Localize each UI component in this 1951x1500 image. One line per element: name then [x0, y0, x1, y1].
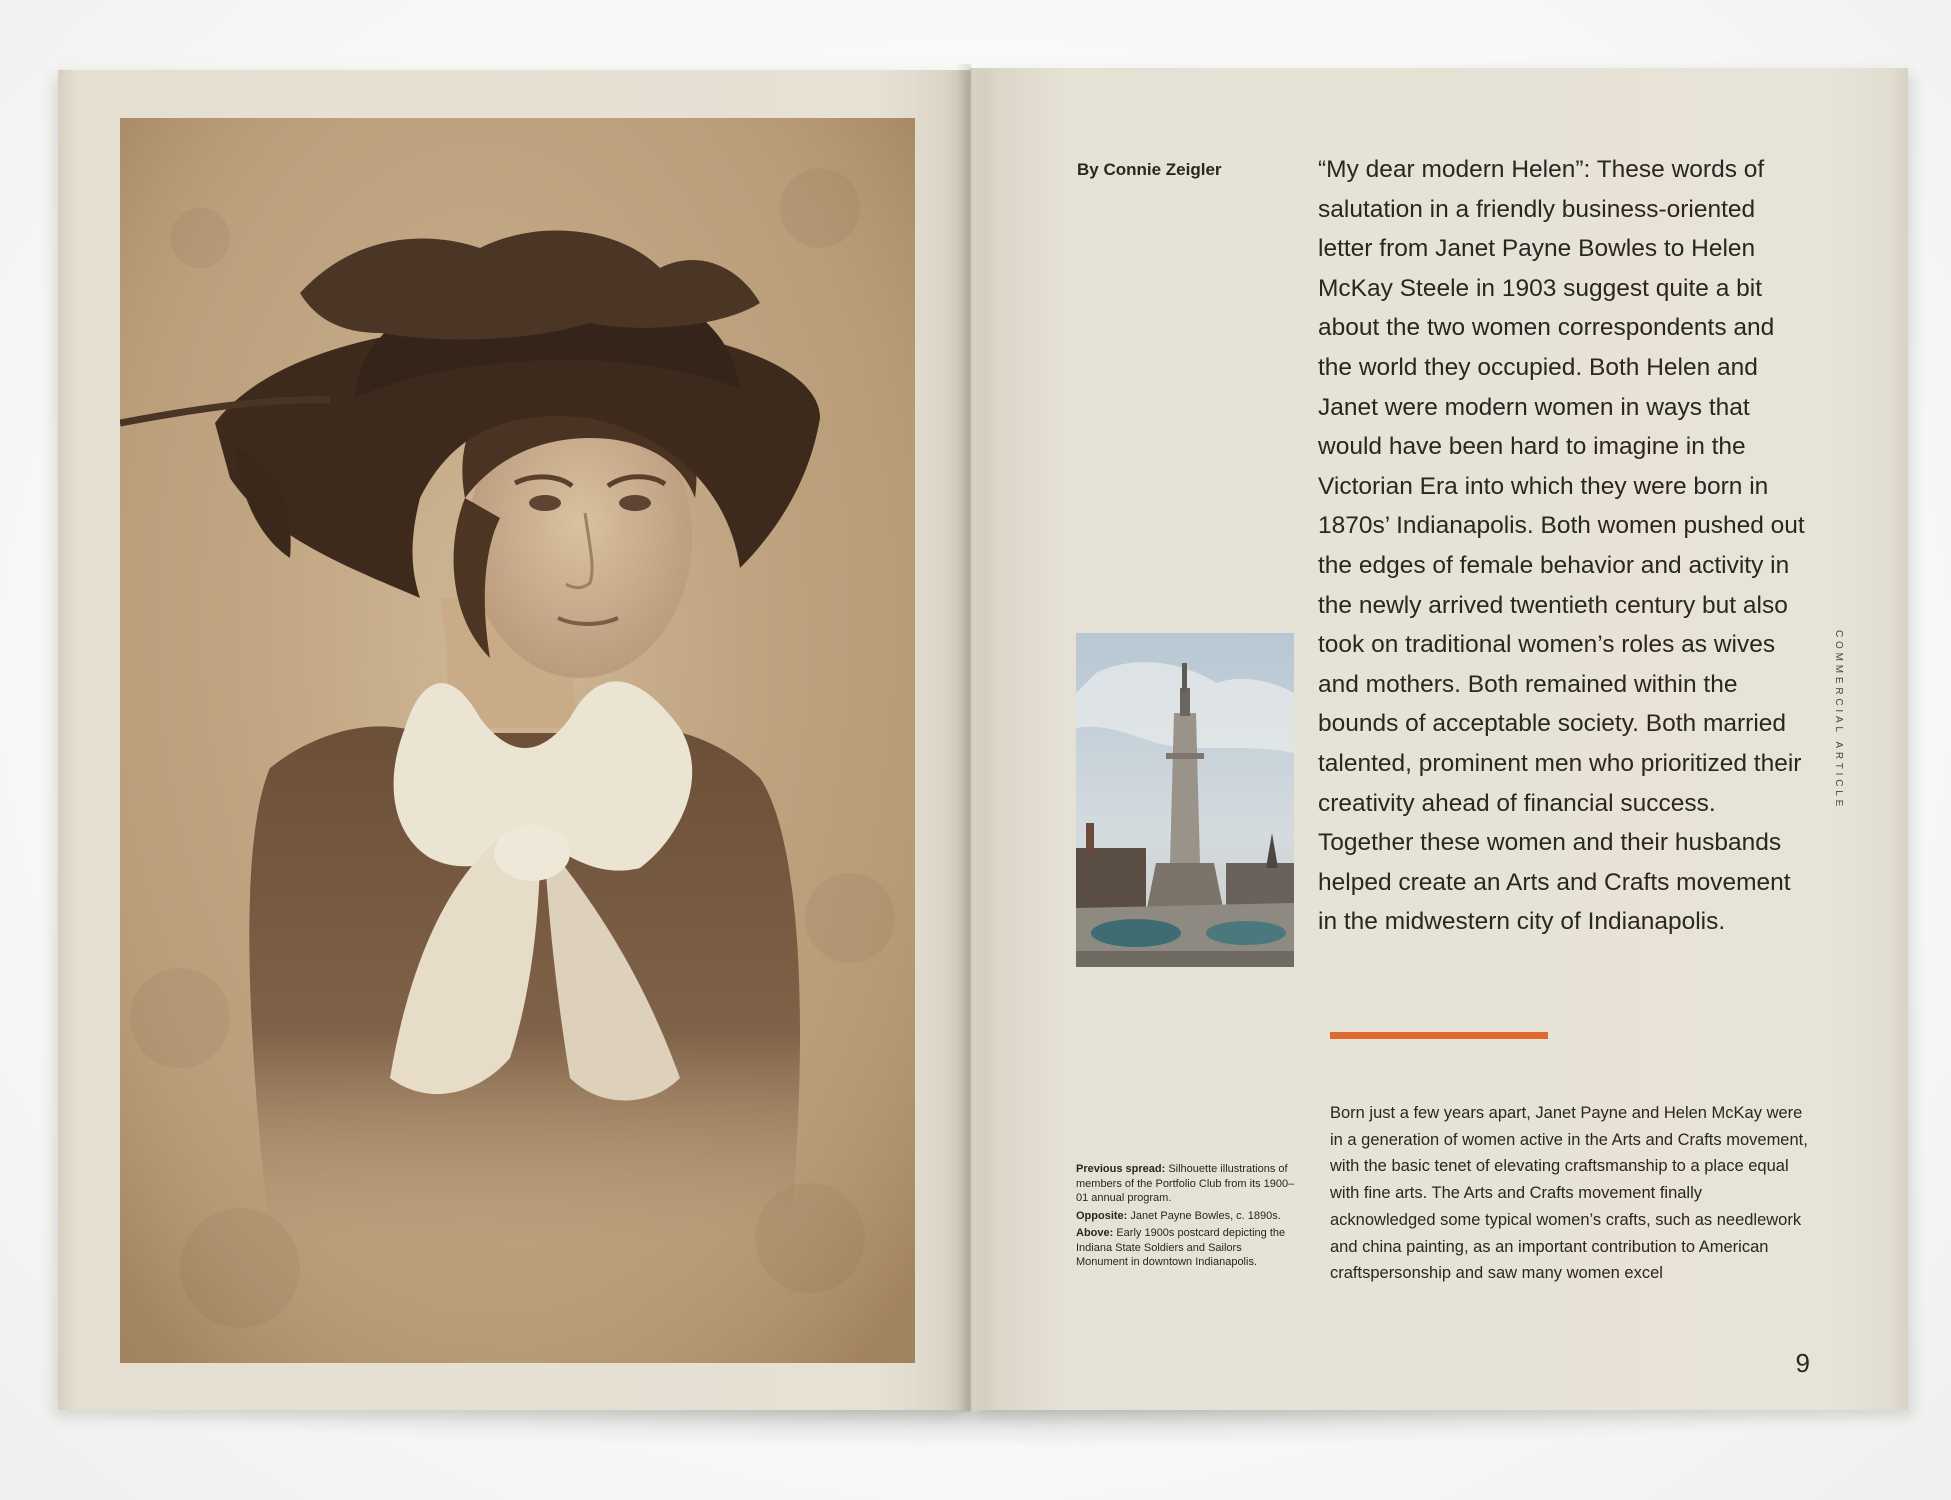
spread-shadow	[70, 1405, 1910, 1445]
body-paragraph	[1330, 1100, 1808, 1287]
caption-previous-spread	[1076, 1162, 1296, 1206]
caption-text: Silhouette illustrations of members of the Portfolio Club from its 1900–01 annual program.	[1076, 1163, 1295, 1204]
caption-label: Previous spread:	[1076, 1163, 1166, 1175]
monument-postcard-image	[1076, 633, 1294, 967]
book-spine-shadow	[956, 64, 986, 1412]
caption-above	[1076, 1226, 1296, 1270]
caption-label: Above:	[1076, 1227, 1114, 1239]
portrait-photo	[120, 118, 915, 1363]
accent-divider-rule	[1330, 1032, 1548, 1039]
caption-opposite	[1076, 1209, 1296, 1224]
caption-text: Early 1900s postcard depicting the Indiana State Soldiers and Sailors Monument in downtown Indianapolis.	[1076, 1227, 1286, 1268]
photo-captions	[1076, 1162, 1296, 1273]
author-byline: By Connie Zeigler	[1077, 160, 1222, 179]
lead-paragraph-text: “My dear modern Helen”: These words of salutation in a friendly business-oriented letter from Janet Payne Bowles to Helen McKay Steele in 1903 suggest quite a bit about the two women correspondents and the world they occupied. Both Helen and Janet were modern women in ways that would have been hard to imagine in the Victorian Era into which they were born in 1870s’ Indianapolis. Both women pushed out the edges of female behavior and activity in the newly arrived twentieth century but also took on traditional women’s roles as wives and mothers. Both remained within the bounds of acceptable society. Both married talented, prominent men who prioritized their creativity ahead of financial success. Together these women and their husbands helped create an Arts and Crafts movement in the midwestern city of Indianapolis.	[1318, 156, 1805, 936]
caption-label: Opposite:	[1076, 1209, 1128, 1222]
lead-paragraph	[1318, 150, 1808, 942]
page-number: 9	[1795, 1348, 1810, 1378]
caption-text: Janet Payne Bowles, c. 1890s.	[1127, 1209, 1281, 1222]
body-paragraph-text: Born just a few years apart, Janet Payne and Helen McKay were in a generation of women active in the Arts and Crafts movement, with the basic tenet of elevating craftsmanship to a place equal with fine arts. The Arts and Crafts movement finally acknowledged some typical women’s crafts, such as needlework and china painting, as an important contribution to American craftspersonship and saw many women excel	[1330, 1104, 1808, 1283]
section-side-label: COMMERCIAL ARTICLE	[1833, 630, 1844, 811]
